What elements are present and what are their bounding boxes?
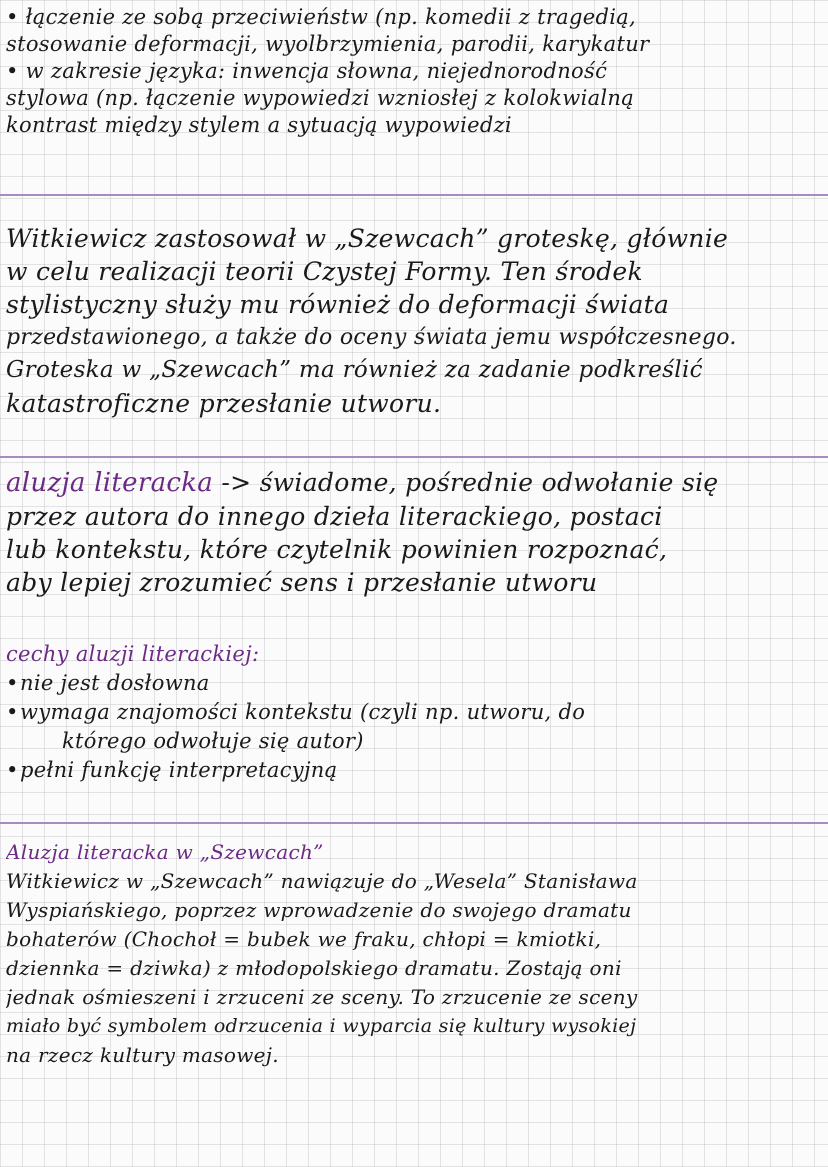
text-line: jednak ośmieszeni i zrzuceni ze sceny. To zrzucenie ze sceny xyxy=(6,985,638,1009)
text-line: Witkiewicz zastosował w „Szewcach” groteskę, głównie xyxy=(6,224,729,253)
text-line: przedstawionego, a także do oceny świata jemu współczesnego. xyxy=(6,325,737,350)
definition-text: -> świadome, pośrednie odwołanie się xyxy=(221,468,719,497)
text-line: na rzecz kultury masowej. xyxy=(6,1043,279,1067)
text-line: stylowa (np. łączenie wypowiedzi wzniosłej z kolokwialną xyxy=(6,86,635,110)
text-line: • łączenie ze sobą przeciwieństw (np. komedii z tragedią, xyxy=(6,5,637,29)
text-line: aby lepiej zrozumieć sens i przesłanie utworu xyxy=(6,568,598,597)
section-groteska-features xyxy=(6,4,820,139)
text-line: Wyspiańskiego, poprzez wprowadzenie do swojego dramatu xyxy=(6,898,632,922)
text-line: miało być symbolem odrzucenia i wyparcia się kultury wysokiej xyxy=(6,1015,637,1037)
text-line: katastroficzne przesłanie utworu. xyxy=(6,389,442,418)
section-divider xyxy=(0,456,828,458)
section-aluzja-in-szewcy xyxy=(6,838,820,1070)
section-heading: Aluzja literacka w „Szewcach” xyxy=(6,840,324,864)
term-heading: aluzja literacka xyxy=(6,468,214,498)
section-aluzja-definition xyxy=(6,466,820,599)
section-divider xyxy=(0,194,828,196)
section-aluzja-features xyxy=(6,640,820,785)
text-line: w celu realizacji teorii Czystej Formy. Ten środek xyxy=(6,257,643,286)
text-line: bohaterów (Chochoł = bubek we fraku, chłopi = kmiotki, xyxy=(6,927,602,951)
text-line: Witkiewicz w „Szewcach” nawiązuje do „Wesela” Stanisława xyxy=(6,869,638,893)
text-line: • w zakresie języka: inwencja słowna, niejednorodność xyxy=(6,59,608,83)
section-divider xyxy=(0,822,828,824)
text-line: stylistyczny służy mu również do deformacji świata xyxy=(6,290,670,319)
text-line: stosowanie deformacji, wyolbrzymienia, parodii, karykatur xyxy=(6,32,650,56)
bullet-item-continuation: którego odwołuje się autor) xyxy=(62,729,364,753)
section-heading: cechy aluzji literackiej: xyxy=(6,642,260,666)
bullet-item: • pełni funkcję interpretacyjną xyxy=(6,756,820,785)
bullet-item: • nie jest dosłowna xyxy=(6,669,820,698)
text-line: lub kontekstu, które czytelnik powinien rozpoznać, xyxy=(6,535,668,564)
text-line: kontrast między stylem a sytuacją wypowiedzi xyxy=(6,113,512,137)
text-line: przez autora do innego dzieła literackiego, postaci xyxy=(6,502,663,531)
text-line: dziennka = dziwka) z młodopolskiego dramatu. Zostają oni xyxy=(6,956,622,980)
bullet-item: • wymaga znajomości kontekstu (czyli np. utworu, do xyxy=(6,698,820,727)
section-witkiewicz-groteska xyxy=(6,222,820,420)
definition-first-line xyxy=(6,466,820,500)
text-line: Groteska w „Szewcach” ma również za zadanie podkreślić xyxy=(6,357,703,383)
